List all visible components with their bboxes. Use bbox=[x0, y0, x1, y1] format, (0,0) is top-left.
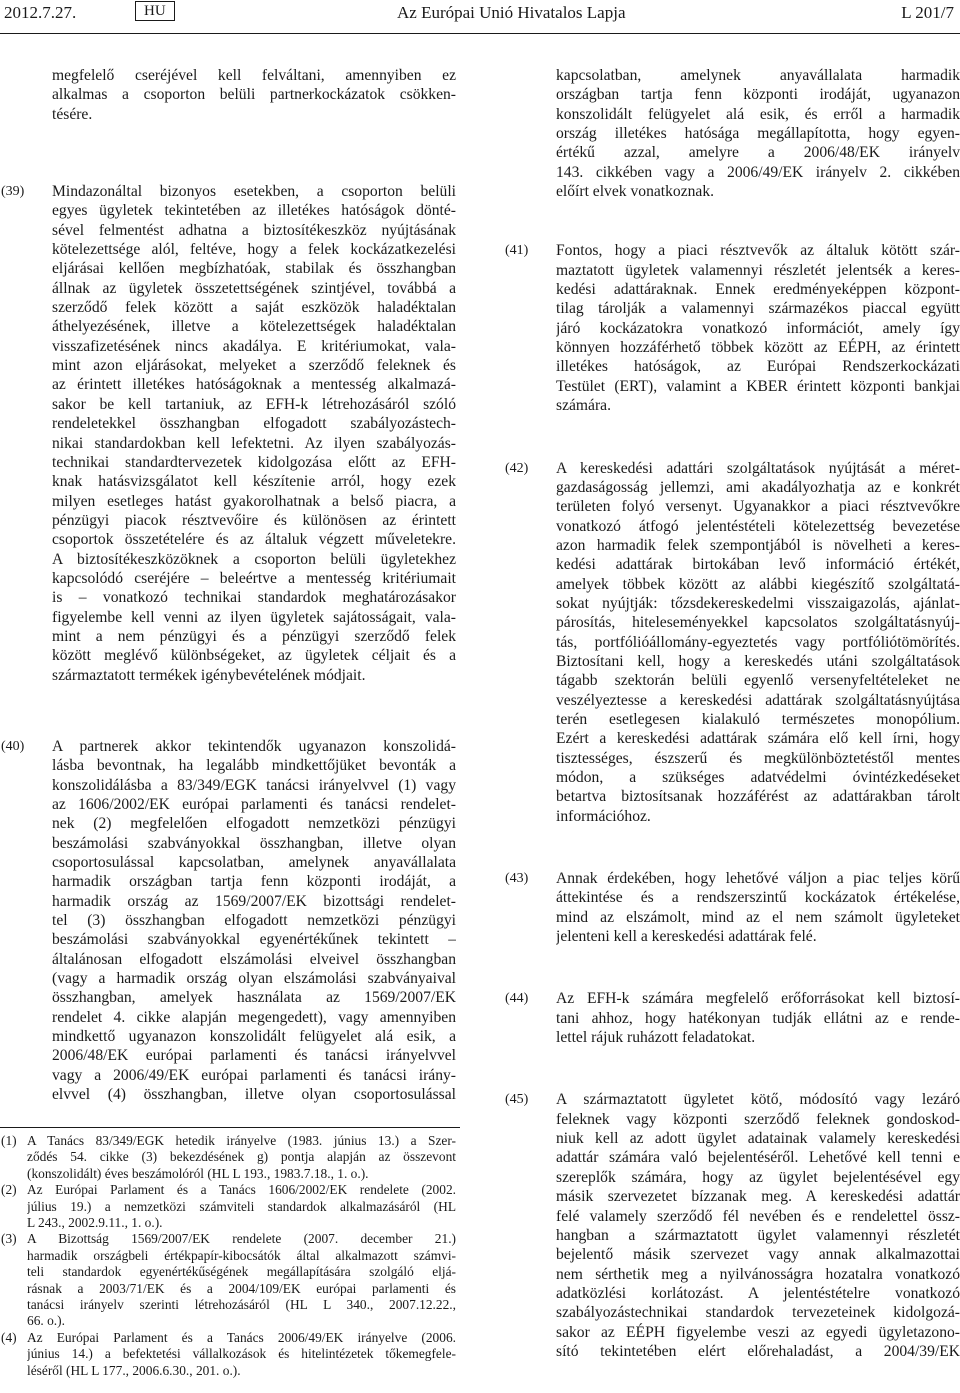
recital-text bbox=[52, 182, 456, 685]
footnote-line: harmadik országbeli értékpapír-kibocsátók által alkalmazott számvi- bbox=[27, 1247, 456, 1263]
text-line: azon harmadik felek szempontjából is növelheti a keres- bbox=[556, 536, 960, 554]
recital-text bbox=[556, 869, 960, 946]
text-line: rendelet 4. cikke alapján megengedett), vagy amennyiben bbox=[52, 1008, 456, 1026]
text-line: hangban a származtatott ügylet valamennyi részletét bbox=[556, 1226, 960, 1244]
text-line: sakor be kell tartaniuk, az EFH-k létrehozásáról szóló bbox=[52, 395, 456, 413]
text-line: A származtatott ügyletet kötő, módosító vagy lezáró bbox=[556, 1091, 960, 1109]
text-line: beszámolási szabványokkal összhangban, illetve olyan bbox=[52, 834, 456, 852]
recital-number: (41) bbox=[505, 243, 529, 259]
header-date: 2012.7.27. bbox=[4, 3, 77, 22]
footnote-line: Az Európai Parlament és a Tanács 1606/2002/EK rendelete (2002. bbox=[27, 1182, 456, 1198]
footnote-line: A Bizottság 1569/2007/EK rendelete (2007. december 21.) bbox=[27, 1231, 456, 1247]
text-line: áttekintése és a rendszerszintű kockázatok értékelése, bbox=[556, 889, 960, 907]
text-line: 143. cikkében vagy a 2006/49/EK irányelv 2. cikkében bbox=[556, 163, 960, 181]
right-column bbox=[504, 66, 960, 1361]
text-line: Fontos, hogy a piaci résztvevők az általuk kötött szár- bbox=[556, 242, 960, 260]
recital-41 bbox=[504, 241, 960, 415]
footnote-line: L 243., 2002.9.11., 1. o.). bbox=[27, 1215, 163, 1231]
text-line: felé valamely szerződő fél nevében és e rendelettel össz- bbox=[556, 1207, 960, 1225]
text-line: nek (2) megfelelően elfogadott nemzetközi pénzügyi bbox=[52, 815, 456, 833]
text-line: A kereskedési adattári szolgáltatások nyújtását a méret- bbox=[556, 459, 960, 477]
text-line: maztatott ügyletek valamennyi részletét jelentsék a keres- bbox=[556, 261, 960, 279]
recital-number: (44) bbox=[505, 991, 529, 1007]
text-line: tilag tárolják a valamennyi származékos piaccal együtt bbox=[556, 300, 960, 318]
text-line: információhoz. bbox=[556, 807, 651, 825]
text-line: is – vonatkozó technikai standardok meghatározásakor bbox=[52, 589, 456, 607]
footnote-number: (3) bbox=[1, 1231, 17, 1247]
recital-43 bbox=[504, 869, 960, 946]
footnotes bbox=[0, 1133, 456, 1379]
text-line: lásba bevontnak, ha legalább mindkettőjüket bevonták a bbox=[52, 757, 456, 775]
text-line: vonatkozó átfogó jelentéstételi kötelezettség bevezetése bbox=[556, 517, 960, 535]
text-line: veszélyeztesse a kereskedési adattárak szolgáltatásnyújtása bbox=[556, 691, 960, 709]
recital-39 bbox=[0, 182, 456, 685]
text-line: kedési adattáraknak. Ennek eredményeképpen központ- bbox=[556, 281, 960, 299]
text-line: jelenteni kell a kereskedési adattárak felé. bbox=[556, 928, 817, 946]
text-line: tágabb szektorán belüli egyenlő versenyfeltételeket ne bbox=[556, 672, 960, 690]
page-number: L 201/7 bbox=[901, 3, 954, 22]
text-line: pénzügyi piacok résztvevőire és különösen az érintett bbox=[52, 511, 456, 529]
text-line: technikai standardtervezetek kidolgozása előtt az EFH- bbox=[52, 453, 456, 471]
text-line: betartva biztosítsanak hozzáférést az adattárakban tárolt bbox=[556, 788, 960, 806]
text-line: konszolidált felügyelet alá esik, és erről a harmadik bbox=[556, 105, 960, 123]
text-line: visszafizetésének nincs akadálya. E kritériumokat, vala- bbox=[52, 337, 456, 355]
text-line: szerződő felek között a saját eszközök haladéktalan bbox=[52, 299, 456, 317]
footnote-line: léséről (HL L 177., 2006.6.30., 201. o.). bbox=[27, 1362, 241, 1378]
recital-text bbox=[556, 241, 960, 415]
journal-title: Az Európai Unió Hivatalos Lapja bbox=[397, 3, 626, 22]
text-line: kedési adattárak birtokában levő információ értékét, bbox=[556, 556, 960, 574]
text-line: A partnerek akkor tekintendők ugyanazon konszolidá- bbox=[52, 737, 456, 755]
footnote bbox=[0, 1231, 456, 1329]
recital-text bbox=[556, 66, 960, 201]
text-line: tás, portfólióállomány-egyeztetés vagy portfóliótömörítés. bbox=[556, 633, 960, 651]
text-line: mint a nem pénzügyi és a pénzügyi szerződő felek bbox=[52, 627, 456, 645]
footnote-line: július 19.) a nemzetközi számviteli standardok alkalmazásáról (HL bbox=[27, 1198, 456, 1214]
text-line: harmadik ország az 1569/2007/EK bizottsági rendelet- bbox=[52, 892, 456, 910]
recital-44 bbox=[504, 989, 960, 1047]
footnote-number: (2) bbox=[1, 1182, 17, 1198]
text-line: Biztosítani kell, hogy a kereskedés utáni szolgáltatások bbox=[556, 652, 960, 670]
footnote-line: teli standardok egyenértékűségének megállapítására szolgáló eljá- bbox=[27, 1264, 456, 1280]
text-line: feleknek vagy központi szerződő feleknek gondoskod- bbox=[556, 1110, 960, 1128]
text-line: között meglévő különbségeket, az ügyletek céljait és a bbox=[52, 647, 456, 665]
text-line: az érintett illetékes hatóságoknak a mentesség alkalmazá- bbox=[52, 376, 456, 394]
text-line: csoportosulással kapcsolatban, amelynek anyavállalata bbox=[52, 854, 456, 872]
text-line: nem sérthetik meg a nyilvánosságra hozatalra vonatkozó bbox=[556, 1265, 960, 1283]
text-line: mint azon eljárásokat, melyeket a szerződő feleknek és bbox=[52, 357, 456, 375]
text-line: származtatott termékek igénybevételének módjait. bbox=[52, 666, 366, 684]
text-line: sakor az EÉPH figyelembe veszi az egyedi ügyletazono- bbox=[556, 1323, 960, 1341]
text-line: konszolidálásba a 83/349/EGK tanácsi irányelvvel (1) vagy bbox=[52, 776, 456, 794]
footnote-line: június 14.) a befektetési vállalkozások és hitelintézetek tőkemegfele- bbox=[27, 1346, 456, 1362]
text-line: párosítás, hiteleseményekkel kapcsolatos szolgáltatásnyúj- bbox=[556, 614, 960, 632]
recital-40 bbox=[0, 737, 456, 1105]
footnote-line: 66. o.). bbox=[27, 1313, 65, 1329]
text-line: bejelentő másik szervezet vagy annak alkalmazottai bbox=[556, 1246, 960, 1264]
header-rule bbox=[0, 33, 960, 34]
footnote bbox=[0, 1330, 456, 1379]
text-line: kapcsolatban, amelynek anyavállalata harmadik bbox=[556, 67, 960, 84]
recital-number: (39) bbox=[1, 184, 25, 200]
text-line: nikai standardokban kell lefektetni. Az ilyen szabályozás- bbox=[52, 434, 456, 452]
recital-number: (45) bbox=[505, 1092, 529, 1108]
text-line: másik szervezetet bízzanak meg. A kereskedési adattár bbox=[556, 1188, 960, 1206]
text-line: szereplők számára, hogy az ügylet bejelentésével egy bbox=[556, 1168, 960, 1186]
footnote-separator bbox=[0, 1127, 460, 1128]
text-line: országban tartja fenn központi irodáját, ugyanazon bbox=[556, 86, 960, 104]
text-line: számára. bbox=[556, 397, 611, 415]
text-line: egyes ügyletek tekintetében az illetékes hatóságok dönté- bbox=[52, 202, 456, 220]
text-line: beszámolási szabványokkal egyenértékűnek tekintett – bbox=[52, 931, 456, 949]
text-line: 2006/48/EK európai parlamenti és tanácsi irányelvvel bbox=[52, 1047, 456, 1065]
text-line: áthelyezésének, illetve a kötelezettségek haladéktalan bbox=[52, 318, 456, 336]
text-line: harmadik országban tartja fenn központi irodáját, a bbox=[52, 873, 456, 891]
right-intro bbox=[504, 66, 960, 201]
footnote-line: tanácsi irányelv szerinti létrehozásáról (HL L 340., 2007.12.22., bbox=[27, 1297, 456, 1313]
text-line: Annak érdekében, hogy lehetővé váljon a piac teljes körű bbox=[556, 870, 960, 888]
footnote-line: A Tanács 83/349/EGK hetedik irányelve (1983. június 13.) a Szer- bbox=[27, 1133, 456, 1148]
text-line: ország illetékes hatósága megállapította, hogy egyen- bbox=[556, 125, 960, 143]
text-line: (vagy a harmadik ország olyan elszámolási szabványaival bbox=[52, 970, 456, 988]
text-line: az 1606/2002/EK európai parlamenti és tanácsi rendelet- bbox=[52, 796, 456, 813]
text-line: Ezért a kereskedési adattárak számára elő kell írni, hogy bbox=[556, 730, 960, 748]
text-line: Testület (ERT), valamint a KBER érintett központi bankjai bbox=[556, 377, 960, 395]
recital-number: (43) bbox=[505, 871, 529, 887]
text-line: sével felmentést adhatna a biztosítékeszköz nyújtásának bbox=[52, 221, 456, 239]
recital-text bbox=[556, 989, 960, 1047]
recital-text bbox=[556, 1090, 960, 1361]
text-line: alkalmas a csoporton belüli partnerkockázatok csökken- bbox=[52, 86, 456, 104]
text-line: könnyen hozzáférhető többek között az EÉPH, az érintett bbox=[556, 339, 960, 357]
page-header bbox=[0, 0, 960, 30]
text-line: mind az elszámolt, mind az el nem számolt ügyleteket bbox=[556, 908, 960, 926]
text-line: illetékes hatóságok, az Európai Rendszerkockázati bbox=[556, 358, 960, 376]
text-line: eljárásai kellően megbízhatóak, stabilak és összhangban bbox=[52, 260, 456, 278]
text-line: sító tekintetében elért előrehaladást, a 2004/39/EK bbox=[556, 1342, 960, 1360]
text-line: amelyek többek között az alábbi kiegészítő szolgáltatá- bbox=[556, 575, 960, 593]
text-line: adattár számára való bejelentéséről. Lehetővé kell tenni e bbox=[556, 1149, 960, 1167]
text-line: Az EFH-k számára megfelelő erőforrásokat kell biztosí- bbox=[556, 990, 960, 1008]
recital-42 bbox=[504, 459, 960, 827]
text-line: A biztosítékeszközöknek a csoporton belüli ügyletekhez bbox=[52, 550, 456, 568]
text-line: tani ahhoz, hogy hatékonyan tudják ellátni az e rende- bbox=[556, 1009, 960, 1027]
text-line: tel (3) összhangban elfogadott nemzetközi pénzügyi bbox=[52, 912, 456, 930]
text-line: gazdaságosság jellemzi, ami akadályozhatja az e konkrét bbox=[556, 478, 960, 496]
language-badge: HU bbox=[135, 1, 175, 21]
footnote-line: rásnak a 2003/71/EK és a 2004/109/EK európai parlamenti és bbox=[27, 1280, 456, 1296]
text-line: kapcsolódó cseréjére – beleértve a mentesség kritériumait bbox=[52, 569, 456, 587]
recital-number: (42) bbox=[505, 460, 529, 476]
text-line: adatközlési korlátozást. A jelentéstételre vonatkozó bbox=[556, 1284, 960, 1302]
text-line: általánosan elfogadott elszámolási elveivel összhangban bbox=[52, 950, 456, 968]
text-line: csoportok összetételére és az általuk végzett műveletekre. bbox=[52, 531, 456, 549]
recital-45 bbox=[504, 1090, 960, 1361]
text-line: tésére. bbox=[52, 105, 93, 123]
text-line: tisztességes, észszerű és megkülönböztetéstől mentes bbox=[556, 749, 960, 767]
text-line: összhangban, amelyek használata az 1569/2007/EK bbox=[52, 989, 456, 1007]
text-line: kötelezettsége alól, feltéve, hogy a felek kockázatkezelési bbox=[52, 241, 456, 259]
text-line: járó kockázatokra vonatkozó információt, amely így bbox=[556, 319, 960, 337]
text-line: elvvel (4) összhangban, illetve olyan csoportosulással bbox=[52, 1086, 456, 1104]
text-line: sokat nyújtják: tőzsdekereskedelmi visszaigazolás, ajánlat- bbox=[556, 594, 960, 612]
footnote-line: ződés 54. cikke (3) bekezdésének g) pontja alapján az összevont bbox=[27, 1149, 456, 1165]
text-line: Mindazonáltal bizonyos esetekben, a csoporton belüli bbox=[52, 183, 456, 201]
recital-number: (40) bbox=[1, 738, 25, 754]
text-line: előírt elvek vonatkoznak. bbox=[556, 183, 715, 201]
footnote-number: (1) bbox=[1, 1133, 17, 1148]
text-line: rendeletekkel összhangban elfogadott szabályozástech- bbox=[52, 415, 456, 433]
text-line: lettel rájuk ruházott feladatokat. bbox=[556, 1029, 756, 1047]
text-line: mindkettő ugyanazon konszolidált felügyelet alá esik, a bbox=[52, 1028, 456, 1046]
recital-text bbox=[556, 459, 960, 827]
footnote-line: (konszolidált) éves beszámolóról (HL L 193., 1983.7.18., 1. o.). bbox=[27, 1165, 369, 1181]
text-line: megfelelő cseréjével kell felváltani, amennyiben ez bbox=[52, 67, 456, 84]
footnote-number: (4) bbox=[1, 1329, 17, 1345]
text-line: figyelembe kell venni az ilyen ügyletek sajátosságait, vala- bbox=[52, 608, 456, 626]
footnote-line: Az Európai Parlament és a Tanács 2006/49/EK irányelve (2006. bbox=[27, 1329, 456, 1345]
text-line: terén esetlegesen kialakuló természetes monopólium. bbox=[556, 710, 960, 728]
text-line: területen folyó versenyt. Ugyanakkor a piaci résztvevőkre bbox=[556, 498, 960, 516]
text-line: szabályozástechnikai standardok tervezeteinek kidolgozá- bbox=[556, 1304, 960, 1322]
recital-text bbox=[52, 737, 456, 1105]
text-line: vagy a 2006/49/EK európai parlamenti és tanácsi irány- bbox=[52, 1066, 456, 1084]
left-column bbox=[0, 66, 456, 1105]
text-line: niuk kell az adott ügylet adatainak valamely kereskedési bbox=[556, 1130, 960, 1148]
footnote bbox=[0, 1133, 456, 1182]
text-line: módon, a szükséges adatvédelmi óvintézkedéseket bbox=[556, 769, 960, 786]
left-intro bbox=[0, 66, 456, 124]
text-line: knak hatásvizsgálatot kell készítenie arról, hogy ezek bbox=[52, 473, 456, 491]
footnote bbox=[0, 1182, 456, 1231]
text-line: állnak az ügyletek összetettségének szintjével, továbbá a bbox=[52, 279, 456, 297]
text-line: értékű azzal, amelyre a 2006/48/EK irányelv bbox=[556, 144, 960, 162]
text-line: milyen esetleges hatást gyakorolhatnak a belső piacra, a bbox=[52, 492, 456, 510]
